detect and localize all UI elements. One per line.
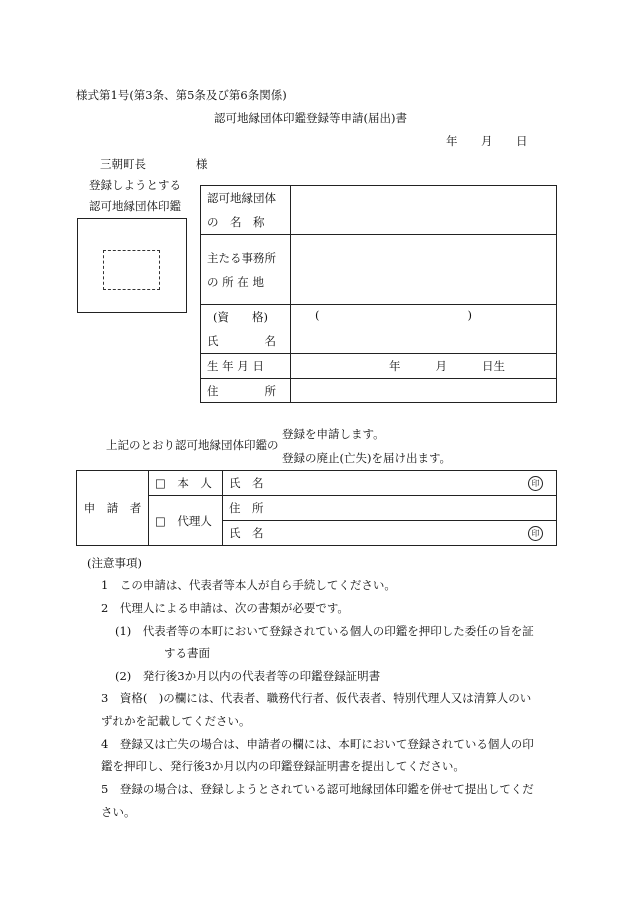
- seal-mark-icon: 印: [528, 526, 543, 541]
- seal-impression-area: [103, 250, 160, 290]
- addressee-town: 三朝町長: [100, 157, 146, 171]
- note-5-line1: 5 登録の場合は、登録しようとされている認可地縁団体印鑑を併せて提出してくだ: [101, 782, 534, 796]
- agent-name-label: 氏 名: [229, 526, 264, 540]
- statement-option-register[interactable]: 登録を申請します。: [282, 427, 385, 441]
- note-2-2: (2) 発行後3か月以内の代表者等の印鑑登録証明書: [115, 669, 381, 683]
- qualification-name-label: (資 格) 氏 名: [201, 305, 291, 354]
- address-field[interactable]: [291, 379, 557, 403]
- note-4-line2: 鑑を押印し、発行後3か月以内の印鑑登録証明書を提出してください。: [101, 759, 465, 773]
- agent-name-field[interactable]: [223, 521, 557, 546]
- seal-mark-icon: 印: [528, 476, 543, 491]
- seal-impression-box[interactable]: [77, 218, 187, 313]
- date-year: 年: [446, 134, 458, 148]
- office-address-label: 主たる事務所 の 所 在 地: [201, 235, 291, 305]
- statement-option-abolish[interactable]: 登録の廃止(亡失)を届け出ます。: [282, 451, 452, 465]
- agent-address-field[interactable]: [223, 496, 557, 521]
- organization-table: [200, 185, 557, 403]
- applicant-table: [76, 470, 557, 546]
- address-label: 住 所: [201, 379, 291, 403]
- notes-heading: (注意事項): [87, 556, 142, 570]
- birth-date-label: 生 年 月 日: [201, 354, 291, 379]
- stamp-label-line1: 登録しようとする: [89, 178, 181, 192]
- note-2-1-line1: (1) 代表者等の本町において登録されている個人の印鑑を押印した委任の旨を証: [115, 624, 534, 638]
- applicant-self-checkbox[interactable]: □ 本 人: [149, 471, 223, 496]
- addressee-honorific: 様: [196, 157, 208, 171]
- form-title: 認可地縁団体印鑑登録等申請(届出)書: [214, 111, 407, 125]
- note-3-line2: ずれかを記載してください。: [101, 714, 251, 728]
- org-name-field[interactable]: [291, 186, 557, 235]
- office-address-field[interactable]: [291, 235, 557, 305]
- qualification-name-field[interactable]: ( ): [291, 305, 557, 354]
- note-1: 1 この申請は、代表者等本人が自ら手続してください。: [101, 578, 396, 592]
- note-3-line1: 3 資格( )の欄には、代表者、職務代行者、仮代表者、特別代理人又は清算人のい: [101, 691, 532, 705]
- org-name-label: 認可地縁団体 の 名 称: [201, 186, 291, 235]
- date-month: 月: [481, 134, 493, 148]
- applicant-self-name-field[interactable]: [223, 471, 557, 496]
- statement-lead: 上記のとおり認可地縁団体印鑑の: [106, 438, 279, 452]
- note-2-1-line2: する書面: [164, 646, 210, 660]
- applicant-label: 申 請 者: [77, 471, 149, 546]
- applicant-agent-checkbox[interactable]: □ 代理人: [149, 496, 223, 546]
- note-5-line2: さい。: [101, 805, 136, 819]
- note-2: 2 代理人による申請は、次の書類が必要です。: [101, 601, 349, 615]
- date-day: 日: [516, 134, 528, 148]
- note-4-line1: 4 登録又は亡失の場合は、申請者の欄には、本町において登録されている個人の印: [101, 737, 534, 751]
- agent-address-label: 住 所: [229, 501, 264, 515]
- self-name-label: 氏 名: [229, 476, 264, 490]
- birth-date-field[interactable]: 年 月 日生: [291, 354, 557, 379]
- stamp-label-line2: 認可地縁団体印鑑: [89, 199, 181, 213]
- form-number: 様式第1号(第3条、第5条及び第6条関係): [76, 88, 287, 102]
